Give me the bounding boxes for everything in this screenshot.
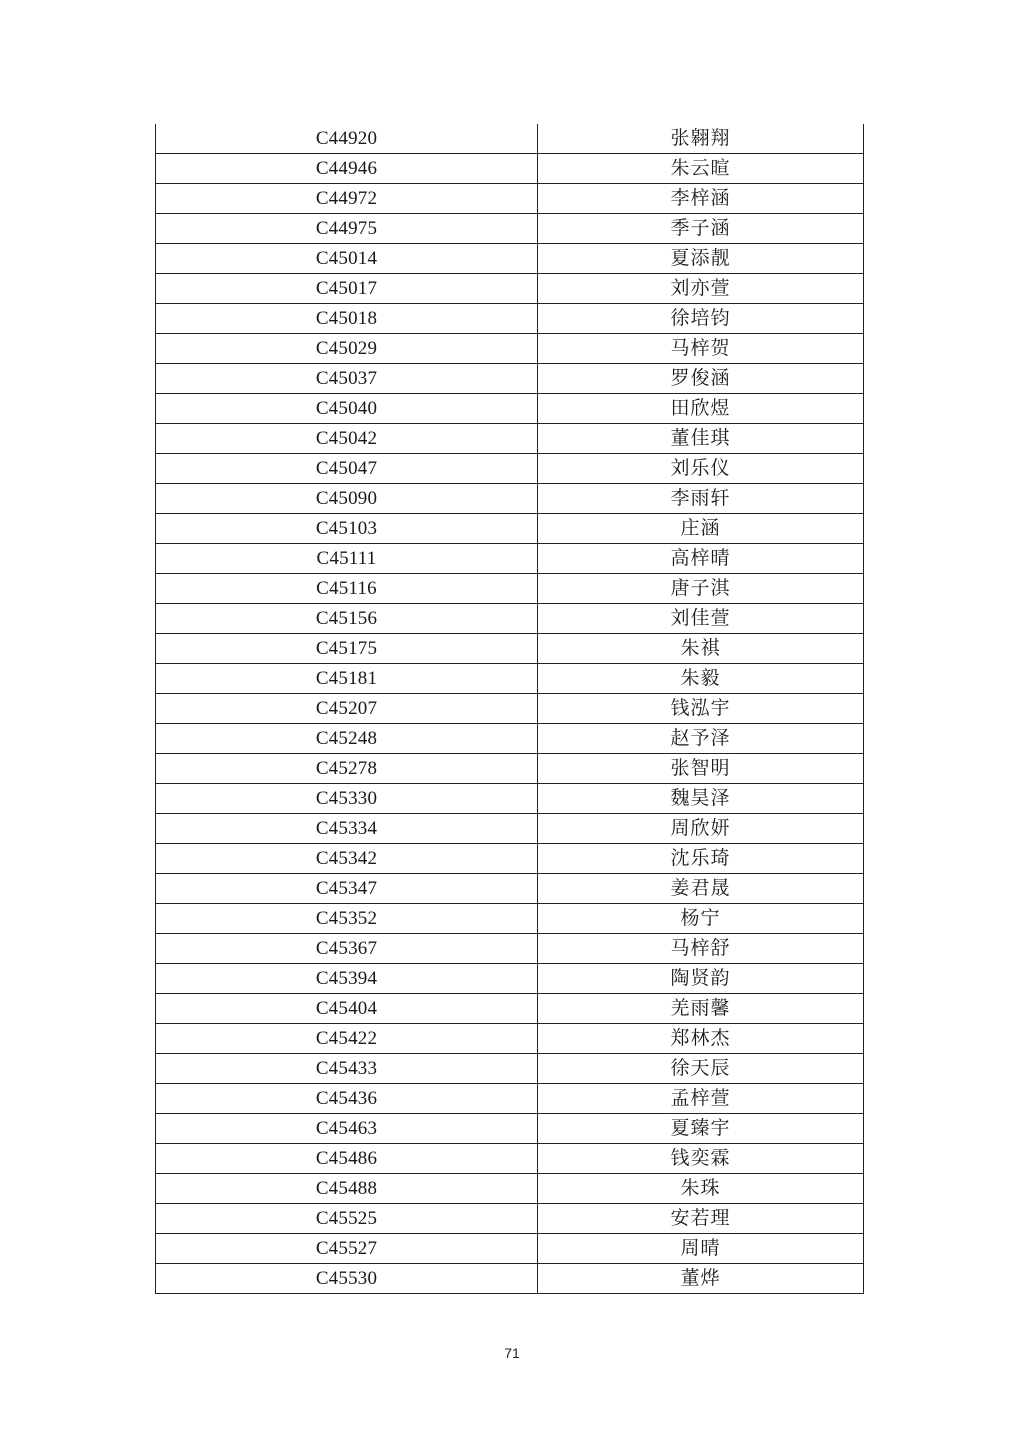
candidate-code-cell: C45486	[156, 1144, 538, 1174]
candidate-code-cell: C45090	[156, 484, 538, 514]
candidate-code-cell: C44975	[156, 214, 538, 244]
candidate-name-cell: 周欣妍	[538, 814, 864, 844]
candidate-name-cell: 高梓晴	[538, 544, 864, 574]
candidate-name-cell: 朱祺	[538, 634, 864, 664]
candidate-code-cell: C45037	[156, 364, 538, 394]
candidate-name-cell: 唐子淇	[538, 574, 864, 604]
candidate-name-cell: 庄涵	[538, 514, 864, 544]
candidate-name-cell: 周晴	[538, 1234, 864, 1264]
table-row	[156, 994, 864, 1024]
candidate-name-cell: 钱泓宇	[538, 694, 864, 724]
candidate-code-cell: C45207	[156, 694, 538, 724]
candidate-code-cell: C45347	[156, 874, 538, 904]
candidate-name-cell: 朱毅	[538, 664, 864, 694]
table-row	[156, 814, 864, 844]
candidate-code-cell: C45181	[156, 664, 538, 694]
candidate-code-cell: C45530	[156, 1264, 538, 1294]
table-row	[156, 454, 864, 484]
candidate-code-cell: C44972	[156, 184, 538, 214]
table-row	[156, 274, 864, 304]
page-number: 71	[504, 1345, 520, 1361]
candidate-code-cell: C45042	[156, 424, 538, 454]
candidate-name-cell: 朱云暄	[538, 154, 864, 184]
candidate-name-cell: 孟梓萱	[538, 1084, 864, 1114]
table-row	[156, 394, 864, 424]
candidate-name-cell: 沈乐琦	[538, 844, 864, 874]
roster-table	[155, 124, 864, 1294]
candidate-name-cell: 朱珠	[538, 1174, 864, 1204]
candidate-code-cell: C45330	[156, 784, 538, 814]
candidate-name-cell: 夏臻宇	[538, 1114, 864, 1144]
candidate-name-cell: 钱奕霖	[538, 1144, 864, 1174]
candidate-name-cell: 刘亦萱	[538, 274, 864, 304]
table-row	[156, 1204, 864, 1234]
table-row	[156, 1054, 864, 1084]
candidate-code-cell: C45047	[156, 454, 538, 484]
table-row	[156, 784, 864, 814]
candidate-code-cell: C45394	[156, 964, 538, 994]
candidate-code-cell: C45116	[156, 574, 538, 604]
table-row	[156, 874, 864, 904]
candidate-name-cell: 羌雨馨	[538, 994, 864, 1024]
candidate-name-cell: 魏昊泽	[538, 784, 864, 814]
candidate-code-cell: C45278	[156, 754, 538, 784]
candidate-name-cell: 夏添靓	[538, 244, 864, 274]
table-row	[156, 664, 864, 694]
table-row	[156, 124, 864, 154]
table-row	[156, 1024, 864, 1054]
table-row	[156, 514, 864, 544]
table-row	[156, 1174, 864, 1204]
table-row	[156, 1084, 864, 1114]
candidate-code-cell: C45175	[156, 634, 538, 664]
roster-table-container	[155, 124, 863, 1294]
candidate-code-cell: C44946	[156, 154, 538, 184]
table-row	[156, 184, 864, 214]
table-row	[156, 964, 864, 994]
table-row	[156, 364, 864, 394]
candidate-name-cell: 赵予泽	[538, 724, 864, 754]
table-row	[156, 844, 864, 874]
candidate-name-cell: 季子涵	[538, 214, 864, 244]
table-row	[156, 934, 864, 964]
candidate-name-cell: 姜君晟	[538, 874, 864, 904]
table-row	[156, 304, 864, 334]
candidate-code-cell: C45040	[156, 394, 538, 424]
candidate-code-cell: C45342	[156, 844, 538, 874]
table-row	[156, 724, 864, 754]
table-row	[156, 544, 864, 574]
candidate-name-cell: 罗俊涵	[538, 364, 864, 394]
candidate-name-cell: 马梓贺	[538, 334, 864, 364]
table-row	[156, 1234, 864, 1264]
candidate-code-cell: C45334	[156, 814, 538, 844]
candidate-code-cell: C45352	[156, 904, 538, 934]
roster-table-body	[156, 124, 864, 1294]
table-row	[156, 604, 864, 634]
candidate-name-cell: 杨宁	[538, 904, 864, 934]
candidate-name-cell: 张智明	[538, 754, 864, 784]
candidate-code-cell: C45103	[156, 514, 538, 544]
candidate-code-cell: C45029	[156, 334, 538, 364]
candidate-code-cell: C45527	[156, 1234, 538, 1264]
candidate-code-cell: C45111	[156, 544, 538, 574]
candidate-code-cell: C45463	[156, 1114, 538, 1144]
candidate-name-cell: 徐培钧	[538, 304, 864, 334]
table-row	[156, 1114, 864, 1144]
table-row	[156, 694, 864, 724]
candidate-name-cell: 张翱翔	[538, 124, 864, 154]
table-row	[156, 334, 864, 364]
table-row	[156, 424, 864, 454]
candidate-code-cell: C45525	[156, 1204, 538, 1234]
candidate-name-cell: 田欣煜	[538, 394, 864, 424]
candidate-code-cell: C45488	[156, 1174, 538, 1204]
candidate-name-cell: 郑林杰	[538, 1024, 864, 1054]
candidate-code-cell: C45248	[156, 724, 538, 754]
table-row	[156, 634, 864, 664]
candidate-code-cell: C45422	[156, 1024, 538, 1054]
candidate-code-cell: C45433	[156, 1054, 538, 1084]
candidate-name-cell: 李雨轩	[538, 484, 864, 514]
candidate-name-cell: 陶贤韵	[538, 964, 864, 994]
candidate-name-cell: 安若理	[538, 1204, 864, 1234]
table-row	[156, 1144, 864, 1174]
candidate-name-cell: 徐天辰	[538, 1054, 864, 1084]
candidate-code-cell: C45018	[156, 304, 538, 334]
table-row	[156, 904, 864, 934]
candidate-code-cell: C45367	[156, 934, 538, 964]
table-row	[156, 1264, 864, 1294]
candidate-name-cell: 马梓舒	[538, 934, 864, 964]
table-row	[156, 154, 864, 184]
candidate-name-cell: 刘乐仪	[538, 454, 864, 484]
candidate-code-cell: C45014	[156, 244, 538, 274]
table-row	[156, 574, 864, 604]
candidate-code-cell: C44920	[156, 124, 538, 154]
candidate-code-cell: C45156	[156, 604, 538, 634]
candidate-name-cell: 李梓涵	[538, 184, 864, 214]
candidate-code-cell: C45436	[156, 1084, 538, 1114]
candidate-name-cell: 刘佳萱	[538, 604, 864, 634]
table-row	[156, 754, 864, 784]
table-row	[156, 244, 864, 274]
candidate-code-cell: C45404	[156, 994, 538, 1024]
candidate-code-cell: C45017	[156, 274, 538, 304]
table-row	[156, 214, 864, 244]
candidate-name-cell: 董佳琪	[538, 424, 864, 454]
table-row	[156, 484, 864, 514]
candidate-name-cell: 董烨	[538, 1264, 864, 1294]
